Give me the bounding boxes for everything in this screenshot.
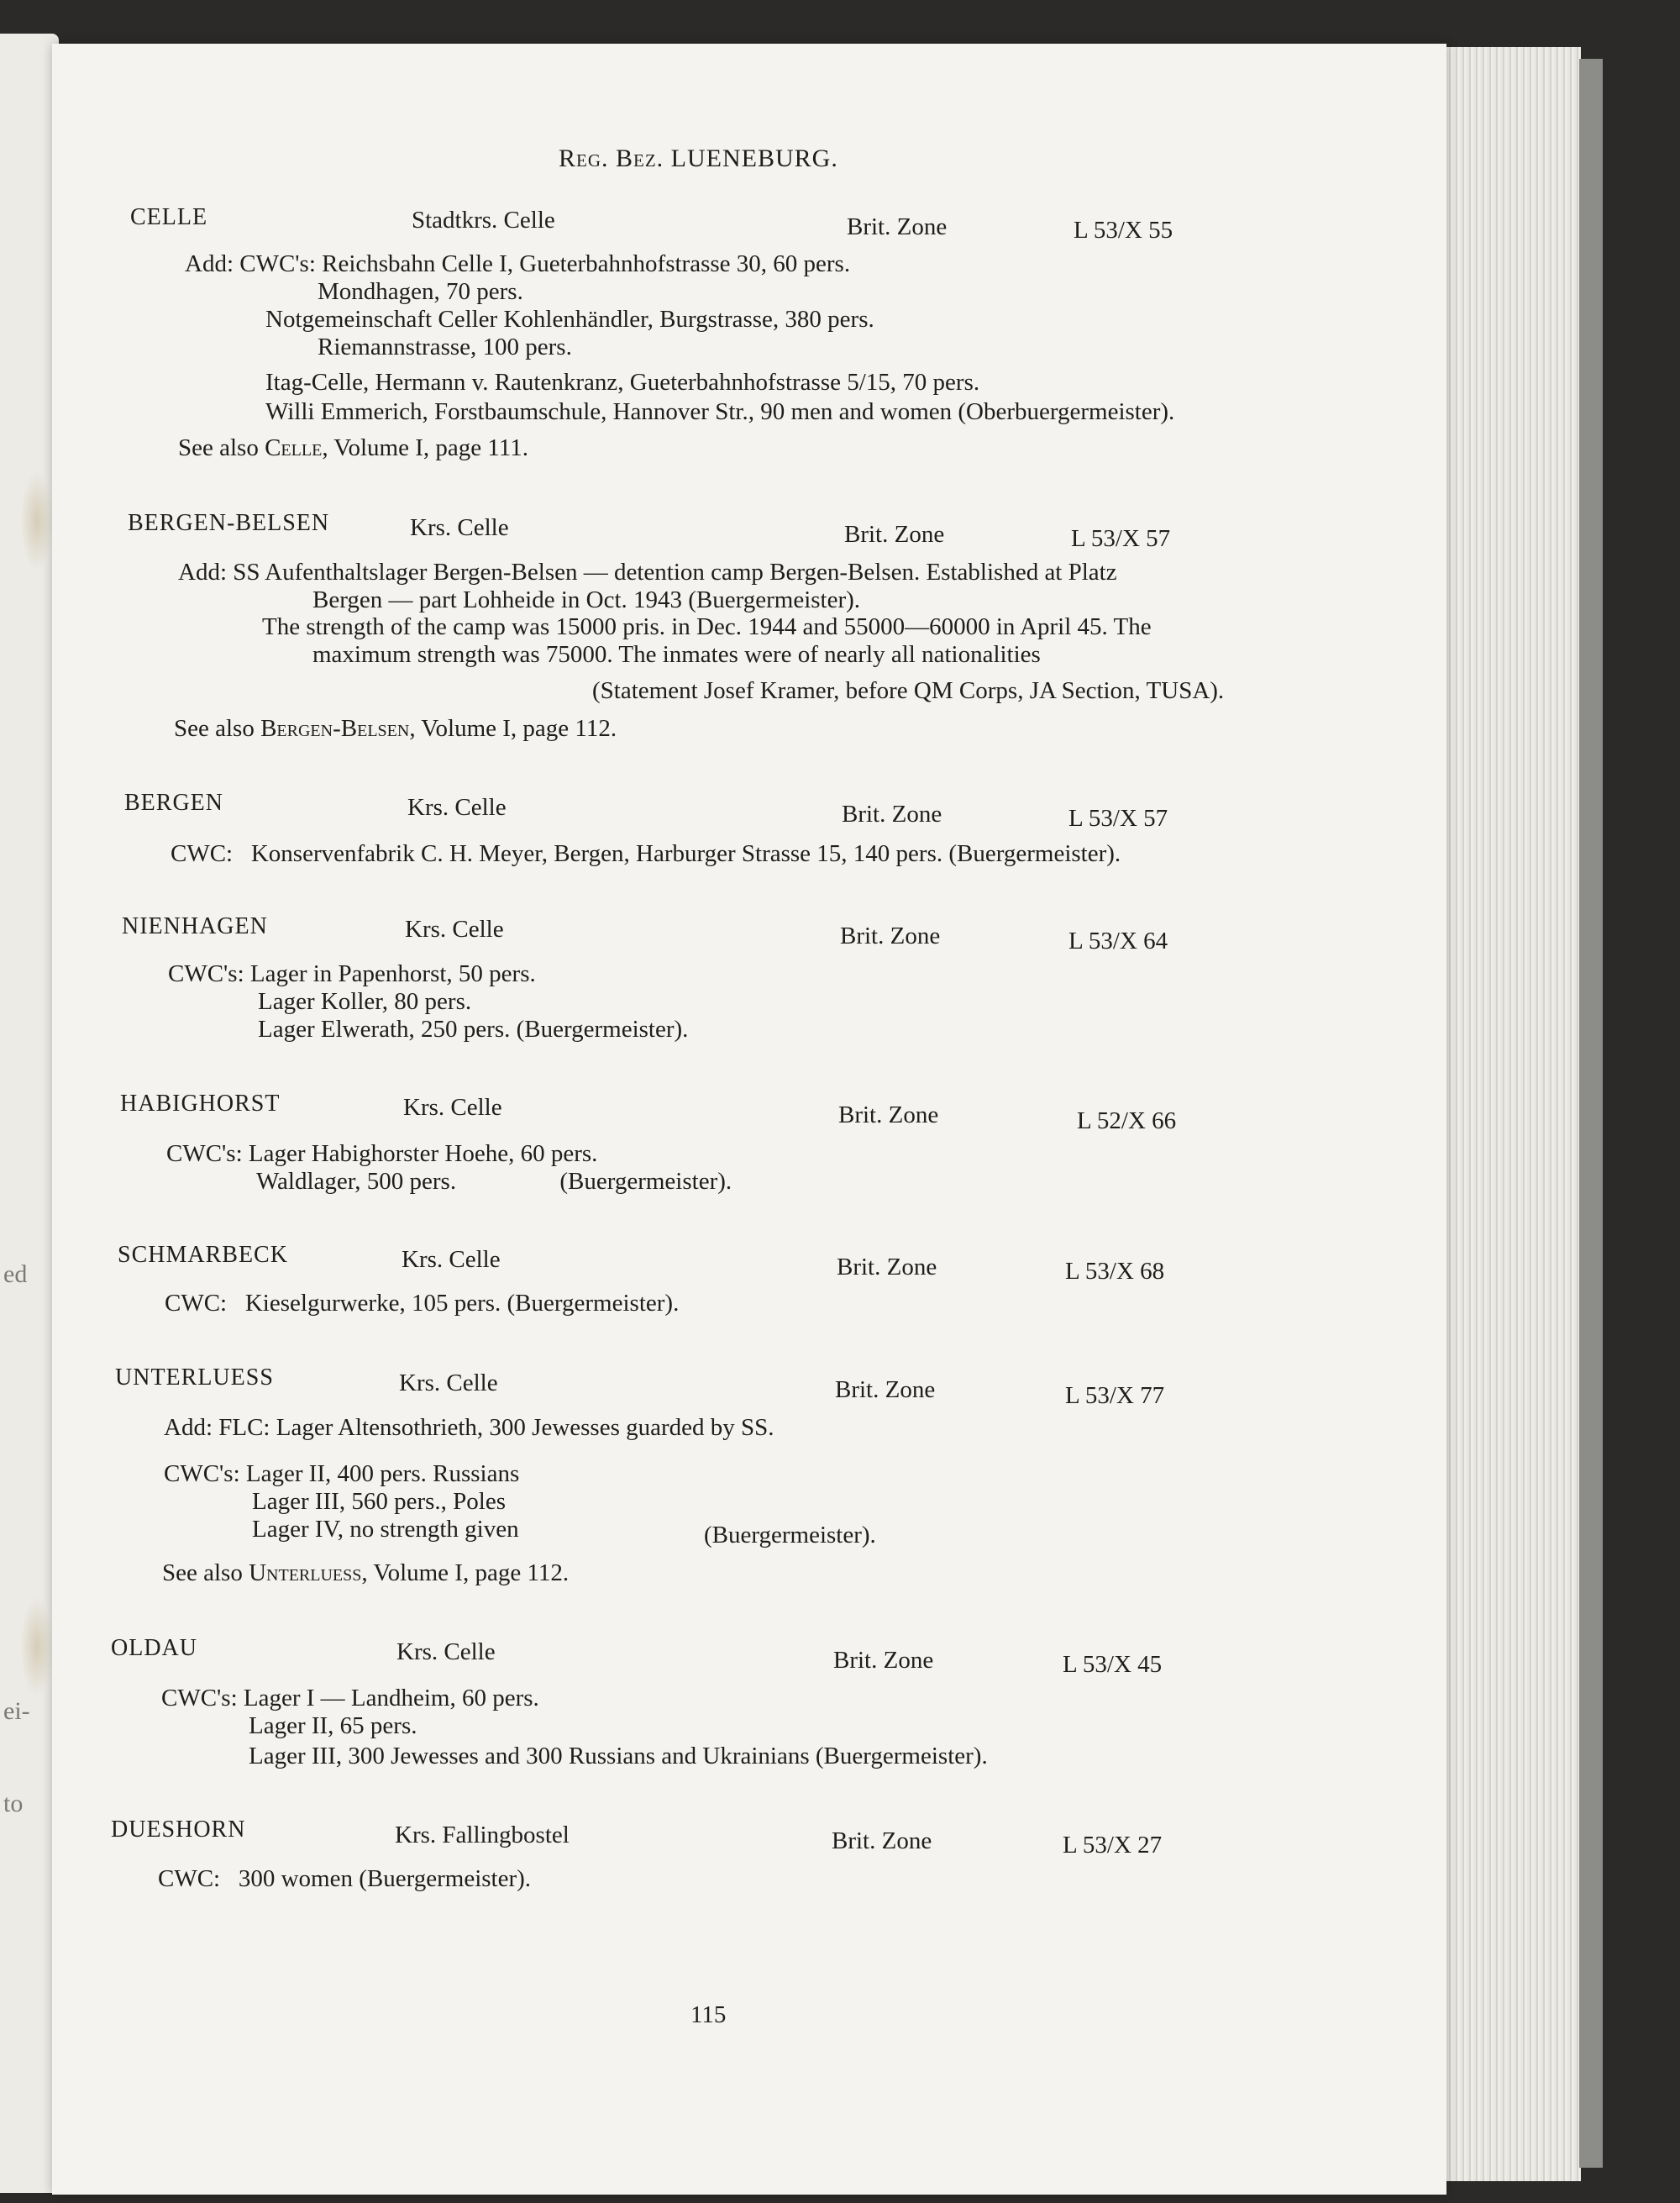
see-also: See also Bergen-Belsen, Volume I, page 112. <box>174 715 617 742</box>
entry-grid: L 53/X 45 <box>1063 1651 1163 1678</box>
entry-grid: L 53/X 77 <box>1065 1382 1165 1409</box>
entry-line: Riemannstrasse, 100 pers. <box>318 334 572 360</box>
entry-grid: L 52/X 66 <box>1077 1107 1177 1134</box>
entry-place: DUESHORN <box>111 1817 246 1843</box>
entry-district: Krs. Celle <box>396 1638 496 1665</box>
entry-grid: L 53/X 27 <box>1063 1832 1163 1859</box>
page-edges <box>1446 47 1581 2181</box>
entry-line: Notgemeinschaft Celler Kohlenhändler, Burgstrasse, 380 pers. <box>265 306 874 333</box>
entry-line: CWC's: Lager Habighorster Hoehe, 60 pers. <box>166 1140 598 1167</box>
entry-grid: L 53/X 57 <box>1071 525 1171 552</box>
entry-line: CWC's: Lager I — Landheim, 60 pers. <box>161 1685 539 1711</box>
entry-district: Krs. Celle <box>399 1370 498 1396</box>
entry-place: UNTERLUESS <box>115 1364 274 1391</box>
entry-zone: Brit. Zone <box>840 923 941 949</box>
entry-line: Willi Emmerich, Forstbaumschule, Hannover Str., 90 men and women (Oberbuergermeister). <box>265 398 1175 425</box>
entry-line: Itag-Celle, Hermann v. Rautenkranz, Gueterbahnhofstrasse 5/15, 70 pers. <box>265 369 980 396</box>
entry-district: Krs. Celle <box>402 1246 501 1273</box>
entry-place: CELLE <box>130 204 208 230</box>
entry-line: Lager III, 300 Jewesses and 300 Russians and Ukrainians (Buergermeister). <box>249 1743 988 1769</box>
entry-district: Krs. Fallingbostel <box>395 1822 570 1848</box>
entry-line: Lager Elwerath, 250 pers. (Buergermeister). <box>258 1016 689 1043</box>
entry-zone: Brit. Zone <box>838 1102 939 1128</box>
entry-line: Lager II, 65 pers. <box>249 1712 417 1739</box>
running-header: Reg. Bez. LUENEBURG. <box>559 145 838 172</box>
entry-line: maximum strength was 75000. The inmates were of nearly all nationalities <box>312 641 1041 668</box>
entry-grid: L 53/X 55 <box>1074 217 1173 244</box>
entry-line: The strength of the camp was 15000 pris. in Dec. 1944 and 55000—60000 in April 45. The <box>262 613 1152 640</box>
entry-zone: Brit. Zone <box>847 213 948 240</box>
entry-grid: L 53/X 68 <box>1065 1258 1165 1285</box>
entry-zone: Brit. Zone <box>844 521 945 548</box>
entry-zone: Brit. Zone <box>835 1376 936 1403</box>
previous-page-fragment: ed <box>3 1260 28 1288</box>
entry-district: Krs. Celle <box>403 1094 502 1121</box>
entry-line: Mondhagen, 70 pers. <box>318 278 523 305</box>
entry-district: Stadtkrs. Celle <box>412 207 555 234</box>
entry-place: SCHMARBECK <box>118 1242 288 1268</box>
entry-line: Bergen — part Lohheide in Oct. 1943 (Buergermeister). <box>312 586 861 613</box>
entry-line: CWC: Konservenfabrik C. H. Meyer, Bergen, Harburger Strasse 15, 140 pers. (Buergermeister). <box>171 840 1121 867</box>
entry-line: (Statement Josef Kramer, before QM Corps, JA Section, TUSA). <box>592 677 1225 704</box>
previous-page-fragment: ei- <box>3 1697 30 1725</box>
see-also: See also Celle, Volume I, page 111. <box>178 434 528 461</box>
entry-district: Krs. Celle <box>410 514 509 541</box>
entry-line: CWC: 300 women (Buergermeister). <box>158 1865 532 1892</box>
page-number: 115 <box>690 2001 727 2028</box>
entry-district: Krs. Celle <box>405 916 504 943</box>
see-also: See also Unterluess, Volume I, page 112. <box>162 1559 570 1586</box>
entry-grid: L 53/X 57 <box>1068 805 1168 832</box>
entry-line: Waldlager, 500 pers. (Buergermeister). <box>256 1168 732 1195</box>
entry-place: BERGEN <box>124 790 223 816</box>
entry-zone: Brit. Zone <box>833 1647 934 1674</box>
entry-line: Add: FLC: Lager Altensothrieth, 300 Jewesses guarded by SS. <box>164 1414 774 1441</box>
binding-fold <box>20 471 54 571</box>
entry-place: OLDAU <box>111 1635 197 1661</box>
entry-zone: Brit. Zone <box>837 1254 937 1280</box>
entry-line: CWC's: Lager in Papenhorst, 50 pers. <box>168 960 536 987</box>
entry-line: Lager IV, no strength given <box>252 1516 519 1543</box>
previous-page-edge <box>0 34 59 2193</box>
entry-district: Krs. Celle <box>407 794 507 821</box>
entry-zone: Brit. Zone <box>832 1827 932 1854</box>
entry-zone: Brit. Zone <box>842 801 942 828</box>
entry-line: CWC: Kieselgurwerke, 105 pers. (Buergermeister). <box>165 1290 680 1317</box>
previous-page-fragment: to <box>3 1790 24 1817</box>
entry-place: NIENHAGEN <box>122 913 268 939</box>
entry-grid: L 53/X 64 <box>1068 928 1168 954</box>
entry-line: Lager III, 560 pers., Poles <box>252 1488 506 1515</box>
binding-fold <box>20 1596 54 1697</box>
entry-line: Add: CWC's: Reichsbahn Celle I, Gueterbahnhofstrasse 30, 60 pers. <box>185 250 851 277</box>
entry-line: Add: SS Aufenthaltslager Bergen-Belsen — detention camp Bergen-Belsen. Established at Platz <box>178 559 1117 586</box>
book-cover-edge <box>1579 59 1603 2168</box>
entry-place: BERGEN-BELSEN <box>128 510 330 536</box>
entry-line: (Buergermeister). <box>704 1522 876 1548</box>
entry-place: HABIGHORST <box>120 1091 281 1117</box>
entry-line: CWC's: Lager II, 400 pers. Russians <box>164 1460 520 1487</box>
entry-line: Lager Koller, 80 pers. <box>258 988 472 1015</box>
